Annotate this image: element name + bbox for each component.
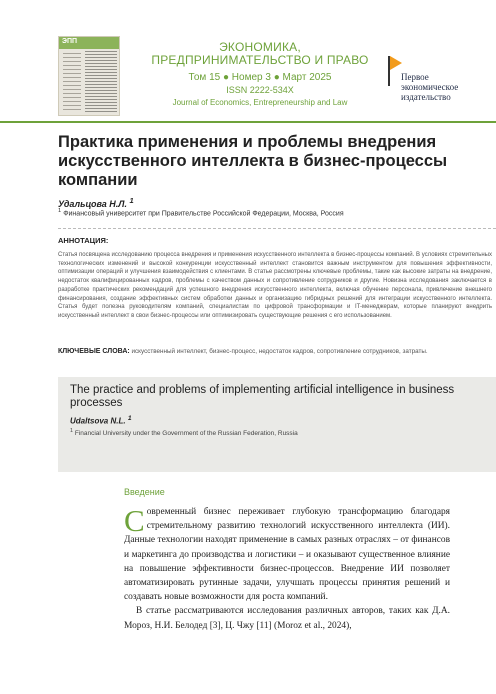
publisher-line1: Первое — [401, 72, 429, 82]
keywords-text: искусственный интеллект, бизнес-процесс, недостаток кадров, сопротивление сотрудников, затраты. — [131, 348, 428, 355]
keywords — [58, 347, 492, 356]
english-author-sup: 1 — [127, 415, 132, 422]
english-author — [70, 415, 132, 426]
keywords-label: КЛЮЧЕВЫЕ СЛОВА: — [58, 348, 130, 355]
cover-label: ЭПП — [62, 38, 78, 45]
cover-column-lines — [63, 53, 81, 111]
affiliation — [58, 208, 344, 217]
introduction-heading: Введение — [124, 487, 165, 497]
publisher-name — [401, 72, 458, 102]
english-author-name: Udaltsova N.L. — [70, 416, 126, 426]
paragraph-1 — [124, 505, 450, 604]
journal-cover-thumbnail — [58, 36, 120, 116]
affiliation-sup: 1 — [58, 208, 62, 214]
abstract-text: Статья посвящена исследованию процесса внедрения и применения искусственного интеллекта в бизнес-процессы компаний. В условиях стремительных технологических изменений и высокой конкуренции искусственный интеллект становится важным инструментом для повышения эффективности, оптимизации операций и улучшения взаимодействия с клиентами. В статье рассмотрены ключевые проблемы, такие как высокие затраты на внедрение, недостаток квалифицированных кадров, проблемы с качеством данных и сопротивление сотрудников и другие. Новизна исследования заключается в разработке практических рекомендаций для успешного внедрения искусственного интеллекта, включая обучение персонала, привлечение внешнего финансирования, создание эффективных систем обработки данных и организацию гибридных решений для интеграции искусственного интеллекта. Статья будет полезна руководителям компаний, специалистам по цифровой трансформации и IT-менеджерам, которые планируют внедрить искусственный интеллект в свои бизнес-процессы или оптимизировать существующие решения с его использованием. — [58, 252, 492, 319]
publisher-line3: издательство — [401, 92, 451, 102]
journal-title-line2: ПРЕДПРИНИМАТЕЛЬСТВО И ПРАВО — [151, 53, 369, 67]
journal-title-en: Journal of Economics, Entrepreneurship and Law — [172, 98, 348, 107]
english-title: The practice and problems of implementing artificial intelligence in business processes — [70, 384, 455, 409]
journal-title-line1: ЭКОНОМИКА, — [219, 40, 301, 54]
abstract-label: АННОТАЦИЯ: — [58, 236, 109, 245]
flag-icon — [390, 56, 402, 70]
paragraph-1-text: овременный бизнес переживает глубокую трансформацию благодаря стремительному развитию технологий искусственного интеллекта (ИИ). Данные технологии находят применение в самых разных отраслях – от финансов и маркетинга до производства и логистики – и оказывают существенное влияние на повышение эффективности бизнес-процессов. Внедрение ИИ позволяет автоматизировать рутинные задачи, улучшать процессы принятия решений и создавать новые возможности для роста компаний. — [124, 507, 450, 603]
dashed-separator — [58, 228, 496, 229]
cover-text-lines — [85, 51, 117, 113]
issn: ISSN 2222-534X — [226, 85, 294, 95]
journal-header — [58, 36, 386, 116]
author-name: Удальцова Н.Л. — [58, 199, 127, 209]
english-abstract-box — [58, 377, 496, 472]
english-affiliation-sup: 1 — [70, 428, 74, 434]
journal-title — [130, 41, 390, 67]
body-text — [124, 505, 450, 633]
header-divider — [0, 121, 496, 123]
publisher-line2: экономическое — [401, 82, 459, 92]
issue-info: Том 15 ● Номер 3 ● Март 2025 — [188, 72, 332, 83]
publisher-logo — [388, 56, 474, 106]
article-title: Практика применения и проблемы внедрения искусственного интеллекта в бизнес-процессы компании — [58, 133, 448, 189]
english-affiliation-text: Financial University under the Government of the Russian Federation, Russia — [74, 430, 298, 438]
paragraph-2: В статье рассматриваются исследования различных авторов, таких как Д.А. Мороз, Н.И. Белодед [3], Ц. Чжу [11] (Moroz et al., 2024), — [124, 606, 450, 631]
cover-band — [59, 37, 119, 49]
english-affiliation — [70, 428, 298, 437]
author-sup: 1 — [129, 196, 134, 205]
drop-cap: С — [124, 503, 145, 538]
affiliation-text: Финансовый университет при Правительстве Российской Федерации, Москва, Россия — [63, 210, 344, 218]
